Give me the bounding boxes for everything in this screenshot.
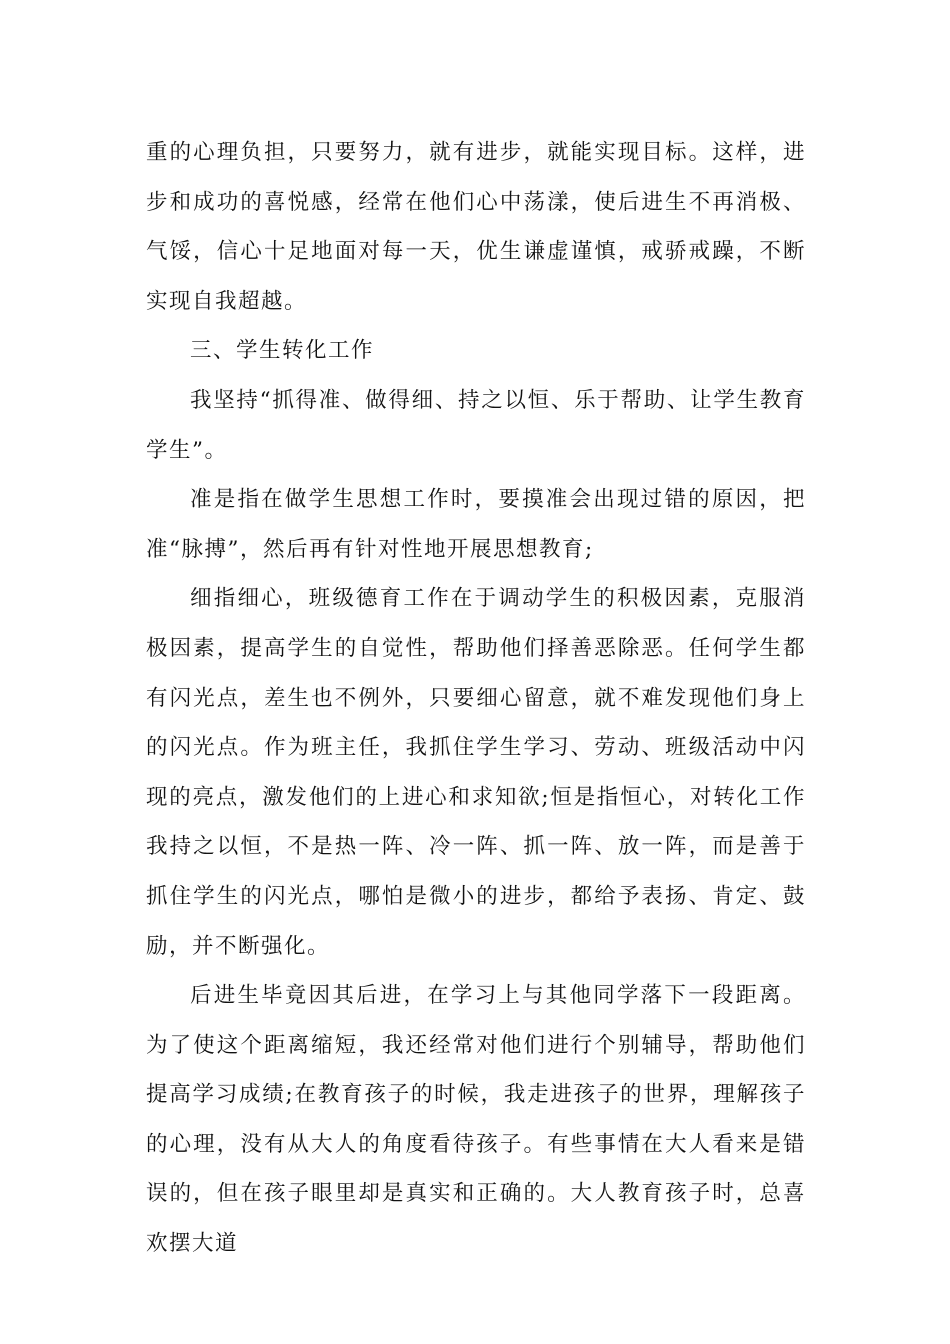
paragraph-tutoring: 后进生毕竟因其后进，在学习上与其他同学落下一段距离。为了使这个距离缩短，我还经常对他们进行个别辅导，帮助他们提高学习成绩;在教育孩子的时候，我走进孩子的世界，理解孩子的心理，没有从大人的角度看待孩子。有些事情在大人看来是错误的，但在孩子眼里却是真实和正确的。大人教育孩子时，总喜欢摆大道 (146, 983, 806, 1257)
paragraph-detail: 细指细心，班级德育工作在于调动学生的积极因素，克服消极因素，提高学生的自觉性，帮助他们择善恶除恶。任何学生都有闪光点，差生也不例外，只要细心留意，就不难发现他们身上的闪光点。作为班主任，我抓住学生学习、劳动、班级活动中闪现的亮点，激发他们的上进心和求知欲;恒是指恒心，对转化工作我持之以恒，不是热一阵、冷一阵、抓一阵、放一阵，而是善于抓住学生的闪光点，哪怕是微小的进步，都给予表扬、肯定、鼓励，并不断强化。 (146, 586, 806, 959)
document-body (146, 128, 806, 1269)
paragraph-accuracy: 准是指在做学生思想工作时，要摸准会出现过错的原因，把准“脉搏”，然后再有针对性地开展思想教育; (146, 487, 806, 562)
paragraph-continuation: 重的心理负担，只要努力，就有进步，就能实现目标。这样，进步和成功的喜悦感，经常在他们心中荡漾，使后进生不再消极、气馁，信心十足地面对每一天，优生谦虚谨慎，戒骄戒躁，不断实现自我超越。 (146, 140, 806, 314)
section-heading: 三、学生转化工作 (190, 338, 375, 364)
paragraph-principle: 我坚持“抓得准、做得细、持之以恒、乐于帮助、让学生教育学生”。 (146, 387, 806, 463)
